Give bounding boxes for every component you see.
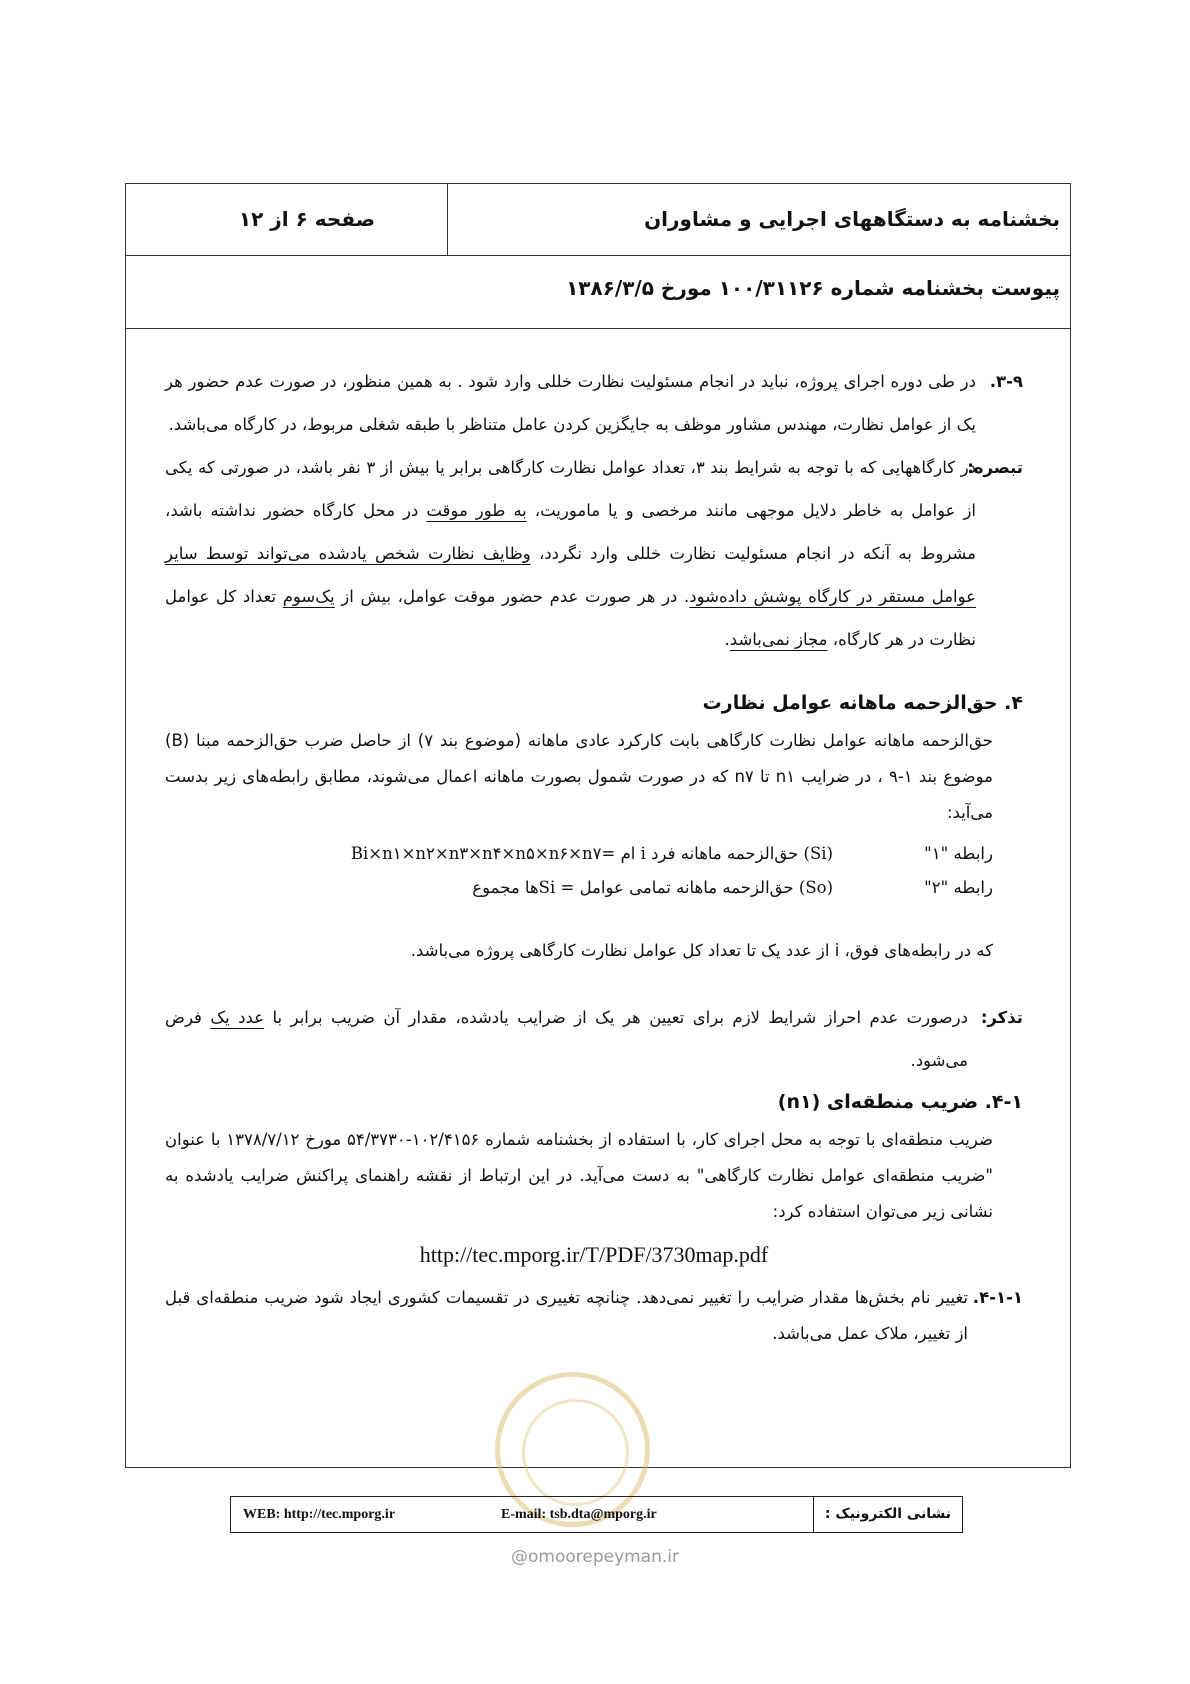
- reminder-paragraph: [165, 996, 1023, 1082]
- formula-1-expression: (Si) حق‌الزحمه ماهانه فرد i ام =Bi×n۱×n۲×n۳×n۴×n۵×n۶×n۷: [350, 844, 833, 863]
- note-text-5: .: [724, 630, 730, 649]
- reminder-label: تذکر:: [980, 1008, 1023, 1027]
- note-text-1: در کارگاههایی که با توجه به شرایط بند ۳، تعداد عوامل نظارت کارگاهی برابر یا بیش از ۳ نفر باشد، در صورتی که یکی از عوامل به خاطر دلایل موجهی مانند مرخصی و یا ماموریت،: [165, 458, 977, 520]
- page-number-cell: [126, 184, 448, 255]
- section-4-1-1: [165, 1280, 1023, 1352]
- annex-title: پیوست بخشنامه شماره ۱۰۰/۳۱۱۲۶ مورخ ۱۳۸۶/۳/۵: [566, 276, 1060, 300]
- section-3-9-number: ۳-۹.: [989, 372, 1023, 391]
- annex-row: [126, 255, 1070, 329]
- note-text-3: . در هر صورت عدم حضور موقت عوامل، بیش از: [341, 587, 690, 606]
- reminder-text-1: درصورت عدم احراز شرایط لازم برای تعیین هر یک از ضرایب یادشده، مقدار آن ضریب برابر با: [272, 1008, 968, 1027]
- reminder-text-2: فرض می‌شود.: [165, 1008, 968, 1070]
- note-underline-2: وظایف نظارت شخص یادشده می‌تواند توسط سایر عوامل مستقر در کارگاه پوشش داده‌شود: [165, 544, 976, 606]
- footer-web[interactable]: WEB: http://tec.mporg.ir: [243, 1507, 396, 1522]
- document-body: [165, 360, 1023, 1352]
- formula-2-label: رابطه "۲": [924, 878, 993, 897]
- map-link[interactable]: http://tec.mporg.ir/T/PDF/3730map.pdf: [419, 1242, 769, 1267]
- section-4-text: حق‌الزحمه ماهانه عوامل نظارت کارگاهی بابت کارکرد عادی ماهانه (موضوع بند ۷) از حاصل ضرب حق‌الزحمه مبنا (B) موضوع بند ۱-۹ ، در ضرایب n۱ تا n۷ که در صورت شمول بصورت ماهانه اعمال می‌شوند، مطابق رابطه‌های زیر بدست می‌آید:: [165, 731, 993, 822]
- formulas: [165, 837, 1023, 905]
- header-title-cell: [447, 184, 1070, 255]
- section-4-1-1-number: ۴-۱-۱.: [972, 1288, 1023, 1307]
- section-4-heading: ۴. حق‌الزحمه ماهانه عوامل نظارت: [702, 692, 1023, 714]
- page-number: صفحه ۶ از ۱۲: [238, 207, 376, 231]
- note-paragraph: [165, 446, 1023, 661]
- note-text-2: در محل کارگاه حضور نداشته باشد، مشروط به آنکه در انجام مسئولیت نظارت خللی وارد نگردد،: [165, 501, 976, 563]
- reminder-underline: عدد یک: [210, 1008, 265, 1027]
- header-title: بخشنامه به دستگاههای اجرایی و مشاوران: [644, 207, 1060, 231]
- site-watermark: @omoorepeyman.ir: [510, 1547, 680, 1567]
- section-4-1-1-text: تغییر نام بخش‌ها مقدار ضرایب را تغییر نمی‌دهد. چنانچه تغییری در تقسیمات کشوری ایجاد شود ضریب منطقه‌ای قبل از تغییر، ملاک عمل می‌باشد.: [165, 1288, 968, 1343]
- note-underline-4: مجاز نمی‌باشد: [729, 630, 828, 649]
- note-underline-3: یک‌سوم: [282, 587, 335, 606]
- section-3-9-text: در طی دوره اجرای پروژه، نباید در انجام مسئولیت نظارت خللی وارد شود . به همین منظور، در صورت عدم حضور هر یک از عوامل نظارت، مهندس مشاور موظف به جایگزین کردن عامل متناظر با طبقه شغلی مربوط، در کارگاه می‌باشد.: [165, 372, 976, 434]
- footer-table: [230, 1496, 963, 1533]
- formula-1: [165, 837, 993, 871]
- formula-explanation: که در رابطه‌های فوق، i از عدد یک تا تعداد کل عوامل نظارت کارگاهی پروژه می‌باشد.: [410, 941, 993, 960]
- header-row: [126, 184, 1070, 256]
- formula-1-label: رابطه "۱": [924, 844, 993, 863]
- section-4-1-text: ضریب منطقه‌ای با توجه به محل اجرای کار، با استفاده از بخشنامه شماره ۱۰۲/۴۱۵۶-۵۴/۳۷۳۰ مورخ ۱۳۷۸/۷/۱۲ با عنوان "ضریب منطقه‌ای عوامل نظارت کارگاهی" به دست می‌آید. در این ارتباط از نقشه راهنمای پراکنش ضرایب یادشده به نشانی زیر می‌توان استفاده کرد:: [165, 1130, 993, 1221]
- footer-label: نشانی الکترونیک :: [813, 1497, 962, 1532]
- section-3-9: [165, 360, 1023, 446]
- formula-2: [165, 871, 993, 905]
- section-4-1-heading: ۴-۱. ضریب منطقه‌ای (n۱): [777, 1091, 1023, 1113]
- footer-email[interactable]: E-mail: tsb.dta@mporg.ir: [501, 1507, 657, 1522]
- formula-2-expression: (So) حق‌الزحمه ماهانه تمامی عوامل = Siها مجموع: [472, 878, 833, 897]
- note-underline-1: به طور موقت: [426, 501, 527, 520]
- note-text-4: تعداد کل عوامل نظارت در هر کارگاه،: [165, 587, 976, 649]
- note-label: تبصره:: [967, 458, 1023, 477]
